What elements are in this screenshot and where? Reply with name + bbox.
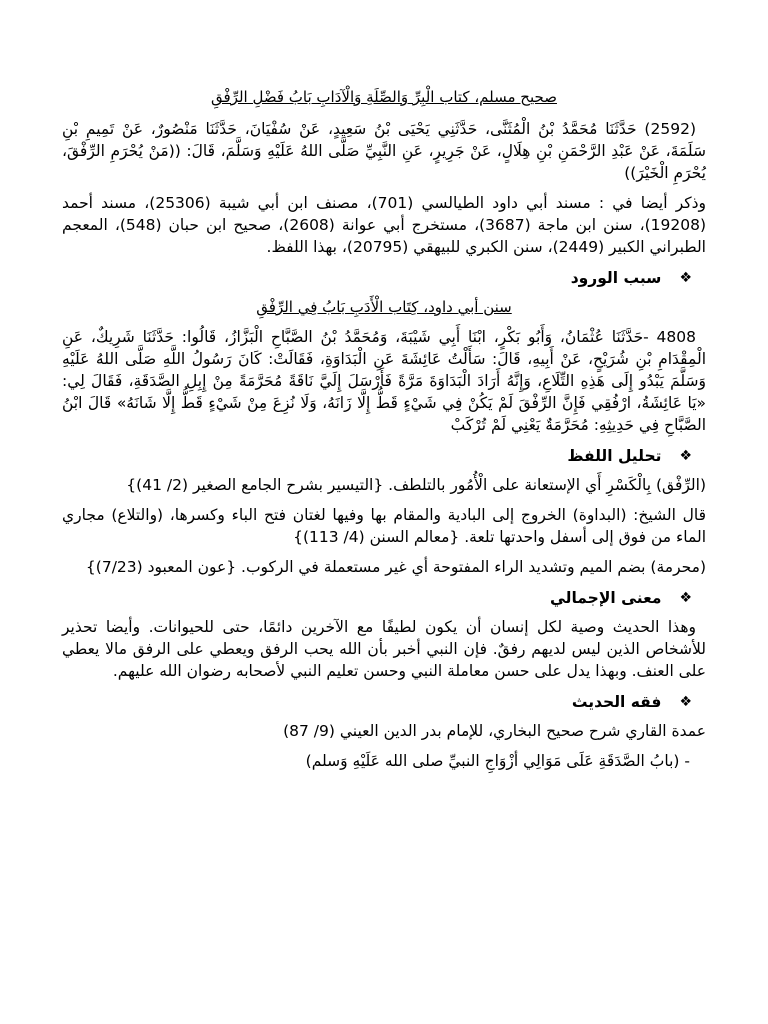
analysis-3: (محرمة) بضم الميم وتشديد الراء المفتوحة أي غير مستعملة في الركوب. {عون المعبود (7/23)} <box>85 558 706 576</box>
section-analysis <box>62 444 692 468</box>
doc-title: صحيح مسلم، كتاب الْبِرِّ وَالصِّلَةِ وَالْآدَابِ بَابُ فَضْلِ الرِّفْقِ <box>211 88 557 106</box>
section-meaning <box>62 586 692 610</box>
sub-title: سنن أبي داود، كِتَاب الْأَدَبِ بَابُ فِي الرِّفْقِ <box>256 298 512 316</box>
section-fiqh <box>62 690 692 714</box>
hadith-1: (2592) حَدَّثَنَا مُحَمَّدُ بْنُ الْمُثَنَّى، حَدَّثَنِي يَحْيَى بْنُ سَعِيدٍ، عَنْ سُفْيَانَ، حَدَّثَنَا مَنْصُورٌ، عَنْ تَمِيمِ بْنِ سَلَمَةَ، عَنْ عَبْدِ الرَّحْمَنِ بْنِ هِلَالٍ، عَنْ جَرِيرٍ، عَنِ النَّبِيِّ صَلَّى اللهُ عَلَيْهِ وَسَلَّمَ، قَالَ: ((مَنْ يُحْرَمِ الرِّفْقَ، يُحْرَمِ الْخَيْرَ)) <box>62 120 706 182</box>
diamond-bullet-icon: ❖ <box>679 694 692 710</box>
analysis-2: قال الشيخ: (البداوة) الخروج إلى البادية والمقام بها وفيها لغتان فتح الباء وكسرها، (والتلاع) مجاري الماء من فوق إلى أسفل واحدتها تلعة. {معالم السنن (4/ 113)} <box>62 506 706 546</box>
section-reason-label: سبب الورود <box>570 269 662 287</box>
fiqh-line: - (بابُ الصَّدَقَةِ عَلَى مَوَالِي أزْوَاجِ النبيِّ صلى الله عَلَيْهِ وَسلم) <box>305 752 690 770</box>
diamond-bullet-icon: ❖ <box>679 270 692 286</box>
analysis-1: (الرِّفْق) بِالْكَسْرِ أَي الإستعانة على الْأُمُور بالتلطف. {التيسير بشرح الجامع الصغير (2/ 41)} <box>126 476 706 494</box>
sources-paragraph: وذكر أيضا في : مسند أبي داود الطيالسي (701)، مصنف ابن أبي شيبة (25306)، مسند أحمد (19208)، سنن ابن ماجة (3687)، مستخرج أبي عوانة (2608)، صحيح ابن حبان (548)، المعجم الطبراني الكبير (2449)، سنن الكبري للبيهقي (20795)، بهذا اللفظ. <box>62 194 707 256</box>
section-reason <box>62 266 692 290</box>
hadith-2: 4808 -حَدَّثَنَا عُثْمَانُ، وَأَبُو بَكْرٍ، ابْنَا أَبِي شَيْبَةَ، وَمُحَمَّدُ بْنُ الصَّبَّاحِ الْبَزَّازُ، قَالُوا: حَدَّثَنَا شَرِيكٌ، عَنِ الْمِقْدَامِ بْنِ شُرَيْحٍ، عَنْ أَبِيهِ، قَالَ: سَأَلْتُ عَائِشَةَ عَنِ الْبَدَاوَةِ، فَقَالَتْ: كَانَ رَسُولُ اللَّهِ صَلَّى اللهُ عَلَيْهِ وَسَلَّمَ يَبْدُو إِلَى هَذِهِ التِّلَاعِ، وَإِنَّهُ أَرَادَ الْبَدَاوَةَ مَرَّةً فَأَرْسَلَ إِلَيَّ نَاقَةً مُحَرَّمَةً مِنْ إِبِلِ الصَّدَقَةِ، فَقَالَ لِي: «يَا عَائِشَةُ، ارْفُقِي فَإِنَّ الرِّفْقَ لَمْ يَكُنْ فِي شَيْءٍ قَطُّ إِلَّا زَانَهُ، وَلَا نُزِعَ مِنْ شَيْءٍ قَطُّ إِلَّا شَانَهُ» قَالَ ابْنُ الصَّبَّاحِ فِي حَدِيثِهِ: مُحَرَّمَةٌ يَعْنِي لَمْ تُرْكَبْ <box>62 328 706 434</box>
fiqh-reference: عمدة القاري شرح صحيح البخاري، للإمام بدر الدين العيني (9/ 87) <box>283 722 706 740</box>
section-meaning-label: معنى الإجمالي <box>549 589 662 607</box>
meaning-paragraph: وهذا الحديث وصية لكل إنسان أن يكون لطيفًا مع الآخرين دائمًا، حتى للحيوانات. وأيضا تحذير للأشخاص الذين ليس لديهم رفقٌ. فإن النبي أخبر بأن الله يحب الرفق ويعطي على الرفق مالا يعطي على العنف. وبهذا يدل على حسن معاملة النبي وحسن تعليم النبي لأصحابه رضوان الله عليهم. <box>62 618 706 680</box>
diamond-bullet-icon: ❖ <box>679 590 692 606</box>
diamond-bullet-icon: ❖ <box>679 448 692 464</box>
section-analysis-label: تحليل اللفظ <box>567 447 662 465</box>
section-fiqh-label: فقه الحديث <box>571 693 662 711</box>
